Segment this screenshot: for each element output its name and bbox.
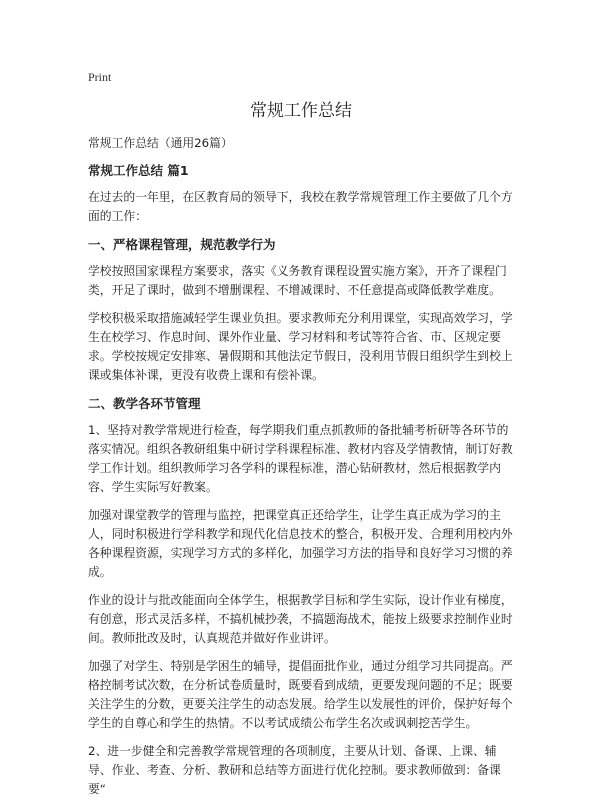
paragraph: 学校积极采取措施减轻学生课业负担。要求教师充分利用课堂，实现高效学习，学生在校学习、作息时间、课外作业量、学习材料和考试等符合省、市、区规定要求。学校按规定安排寒、暑假期和其他法定节假日，没利用节假日组织学生到校上课或集体补课，更没有收费上课和有偿补课。 [88,311,513,382]
paragraph: 作业的设计与批改能面向全体学生，根据教学目标和学生实际，设计作业有梯度，有创意，形式灵活多样，不搞机械抄袭，不搞题海战术，能按上级要求控制作业时间。教师批改及时，认真规范并做好作业讲评。 [88,593,513,645]
paragraph: 加强对课堂教学的管理与监控，把课堂真正还给学生，让学生真正成为学习的主人，同时积极进行学科教学和现代化信息技术的整合，积极开发、合理利用校内外各种课程资源，实现学习方式的多样化，加强学习方法的指导和良好学习习惯的养成。 [88,508,513,579]
paragraph: 学校按照国家课程方案要求，落实《义务教育课程设置实施方案》，开齐了课程门类，开足了课时，做到不增删课程、不增减课时、不任意提高或降低教学难度。 [88,264,507,297]
article-body [88,188,514,799]
section-heading: 一、严格课程管理，规范教学行为 [88,237,276,252]
section-heading: 二、教学各环节管理 [88,396,201,411]
document-subtitle: 常规工作总结（通用26篇） [88,136,233,150]
print-link[interactable]: Print [88,70,112,84]
document-page [88,70,514,808]
paragraph: 加强了对学生、特别是学困生的辅导，提倡面批作业，通过分组学习共同提高。严格控制考试次数，在分析试卷质量时，既要看到成绩，更要发现问题的不足；既要关注学生的分数，更要关注学生的动态发展。给学生以发展性的评价，保护好每个学生的自尊心和学生的热情。不以考试成绩公布学生名次或讽刺挖苦学生。 [88,659,513,730]
paragraph: 在过去的一年里，在区教育局的领导下，我校在教学常规管理工作主要做了几个方面的工作： [88,190,513,223]
paragraph: 2、进一步健全和完善教学常规管理的各项制度，主要从计划、备课、上课、辅导、作业、考查、分析、教研和总结等方面进行优化控制。要求教师做到：备课要“ [88,744,501,796]
document-title: 常规工作总结 [250,101,352,121]
article-heading: 常规工作总结 篇1 [88,163,189,178]
paragraph: 1、坚持对教学常规进行检查，每学期我们重点抓教师的备批辅考析研等各环节的落实情况。组织各教研组集中研讨学科课程标准、教材内容及学情教情，制订好教学工作计划。组织教师学习各学科的课程标准，潜心钻研教材，然后根据教学内容、学生实际写好教案。 [88,423,513,494]
